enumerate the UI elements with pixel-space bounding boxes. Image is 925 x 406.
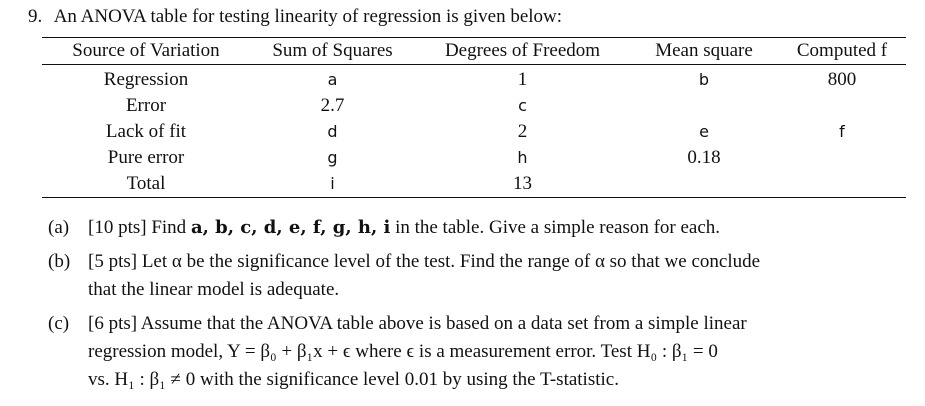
part-points: [5 pts] — [88, 251, 138, 272]
part-body — [88, 214, 918, 242]
part-variable-list: a, b, c, d, e, f, g, h, i — [190, 217, 391, 238]
part-points: [6 pts] — [88, 313, 138, 334]
header-sum-of-squares: Sum of Squares — [272, 40, 393, 61]
part-text-line1: Let α be the significance level of the test. Find the range of α so that we conclude — [141, 251, 761, 272]
cell-df: 13 — [513, 173, 532, 194]
cell-ss: d — [327, 122, 338, 141]
part-c — [48, 310, 918, 394]
question-parts — [48, 214, 918, 400]
cell-ss: a — [327, 70, 338, 89]
anova-table — [42, 37, 906, 198]
part-body — [88, 310, 918, 394]
cell-ms: 0.18 — [687, 147, 721, 168]
table-row — [42, 93, 906, 119]
table-row — [42, 65, 906, 94]
part-label: (b) — [48, 251, 71, 272]
cell-ms: e — [699, 122, 709, 141]
question-text: An ANOVA table for testing linearity of regression is given below: — [53, 6, 563, 27]
part-text: Find — [151, 217, 191, 238]
row-source: Regression — [103, 69, 189, 90]
question-heading — [28, 6, 562, 28]
part-b — [48, 248, 918, 304]
part-text-line2: regression model, Y = β₀ + β₁x + ϵ where ϵ is a measurement error. Test H₀ : β₁ = 0 — [88, 341, 718, 362]
table-row — [42, 171, 906, 198]
cell-f — [778, 93, 906, 119]
question-number: 9. — [28, 6, 43, 27]
row-source: Total — [126, 173, 166, 194]
header-degrees-of-freedom: Degrees of Freedom — [444, 40, 601, 61]
cell-ms — [630, 93, 778, 119]
cell-df: 2 — [517, 121, 528, 142]
part-text-line2: that the linear model is adequate. — [88, 279, 340, 300]
cell-df: 1 — [517, 69, 528, 90]
cell-ss: i — [330, 174, 335, 193]
header-computed-f: Computed f — [796, 40, 888, 61]
row-source: Error — [125, 95, 167, 116]
cell-ss: g — [327, 148, 338, 167]
row-source: Pure error — [107, 147, 185, 168]
anova-header-row — [42, 38, 906, 65]
cell-df: c — [518, 96, 527, 115]
table-row — [42, 145, 906, 171]
part-text-line3: vs. H₁ : β₁ ≠ 0 with the significance level 0.01 by using the T-statistic. — [88, 369, 619, 390]
cell-ss: 2.7 — [320, 95, 345, 116]
cell-f — [778, 171, 906, 198]
header-source: Source of Variation — [72, 40, 220, 61]
part-text-line1: Assume that the ANOVA table above is based on a data set from a simple linear — [140, 313, 747, 334]
cell-f — [778, 145, 906, 171]
part-points: [10 pts] — [88, 217, 147, 238]
cell-f: 800 — [827, 69, 857, 90]
cell-ms: b — [698, 70, 710, 89]
part-label: (a) — [48, 217, 70, 238]
cell-ms — [630, 171, 778, 198]
part-label: (c) — [48, 313, 70, 334]
part-body — [88, 248, 918, 304]
table-row — [42, 119, 906, 145]
part-text: in the table. Give a simple reason for each. — [390, 217, 721, 238]
cell-df: h — [517, 148, 528, 167]
row-source: Lack of fit — [105, 121, 187, 142]
cell-f: f — [839, 122, 845, 141]
header-mean-square: Mean square — [655, 40, 753, 61]
part-a — [48, 214, 918, 242]
